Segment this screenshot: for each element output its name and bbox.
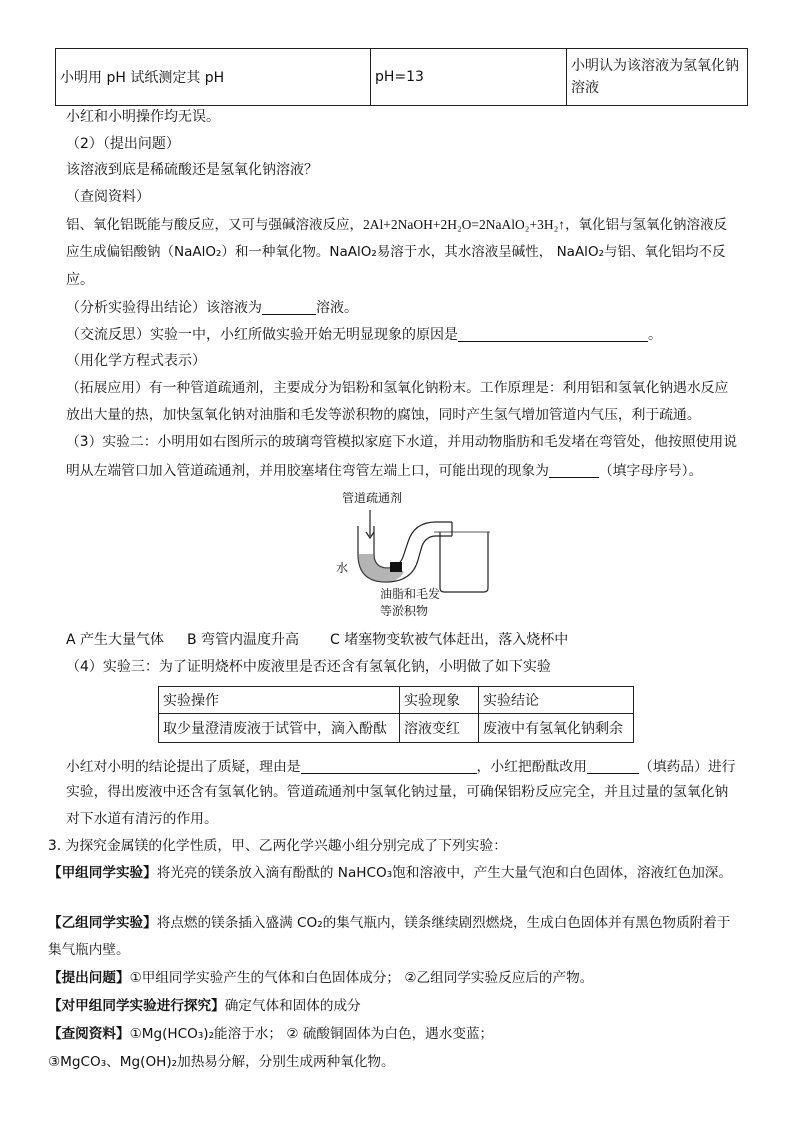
label-water: 水 bbox=[336, 561, 349, 575]
p3-intro: 3. 为探究金属镁的化学性质，甲、乙两化学兴趣小组分别完成了下列实验： bbox=[48, 838, 508, 854]
p3-ref-text: ①Mg(HCO₃)₂能溶于水； ② 硫酸铜固体为白色，遇水变蓝； bbox=[129, 1026, 494, 1042]
consult-line-1 bbox=[66, 218, 727, 233]
p3-ref-line-2: ③MgCO₃、Mg(OH)₂加热易分解，分别生成两种氧化物。 bbox=[48, 1054, 395, 1070]
option-b: B 弯管内温度升高 bbox=[187, 632, 300, 648]
pipe-diagram-svg bbox=[330, 488, 490, 623]
q3-line-2-post: （填字母序号）。 bbox=[598, 463, 703, 479]
reflect-post: 。 bbox=[648, 327, 662, 343]
top-table-cell-operation: 小明用 pH 试纸测定其 pH bbox=[56, 49, 371, 106]
label-clog-2: 等淤积物 bbox=[380, 604, 429, 618]
p3-yi-line bbox=[48, 917, 730, 931]
top-table bbox=[55, 48, 748, 106]
p3-ref-line bbox=[48, 1028, 493, 1042]
analysis-line bbox=[66, 300, 358, 315]
reflect-blank[interactable] bbox=[458, 327, 648, 342]
doubt-blank-reagent[interactable] bbox=[587, 759, 639, 774]
doubt-line-1 bbox=[66, 759, 736, 775]
top-table-conclusion-line-2: 溶液 bbox=[571, 80, 599, 96]
q4-cell-operation: 取少量澄清废液于试管中，滴入酚酞 bbox=[159, 714, 400, 743]
expand-line-1: （拓展应用）有一种管道疏通剂，主要成分为铝粉和氢氧化钠粉末。工作原理是：利用铝和氢氧化钠遇水反应 bbox=[66, 380, 729, 396]
doubt-line-3: 对下水道有清污的作用。 bbox=[66, 811, 218, 827]
equation-note: （用化学方程式表示） bbox=[66, 353, 206, 369]
consult-line-3: 应。 bbox=[66, 272, 94, 288]
q3-line-2-pre: 明从左端管口加入管道疏通剂，并用胶塞堵住弯管左端上口，可能出现的现象为 bbox=[66, 463, 549, 479]
q3-line-1: （3）实验二：小明用如右图所示的玻璃弯管模拟家庭下水道，并用动物脂肪和毛发堵在弯管处，他按照使用说 bbox=[66, 434, 738, 450]
p3-yi-line-2: 集气瓶内壁。 bbox=[48, 942, 130, 958]
analysis-blank[interactable] bbox=[262, 300, 316, 315]
q3-line-2 bbox=[66, 463, 702, 479]
label-clog-1: 油脂和毛发 bbox=[380, 587, 441, 601]
reflect-line bbox=[66, 327, 662, 342]
doubt-text-b: ，小红把酚酞改用 bbox=[476, 759, 587, 775]
q4-header-conclusion: 实验结论 bbox=[479, 687, 634, 714]
p3-explore-text: 确定气体和固体的成分 bbox=[224, 998, 361, 1014]
consult-text-a: 铝、氧化铝既能与酸反应，又可与强碱溶液反应， bbox=[66, 217, 363, 233]
p3-jia-text: 将光亮的镁条放入滴有酚酞的 NaHCO₃饱和溶液中，产生大量气泡和白色固体，溶液红色加深。 bbox=[156, 865, 732, 881]
consult-line-2: 应生成偏铝酸钠（NaAlO₂）和一种氧化物。NaAlO₂易溶于水，其水溶液呈碱性， NaAlO₂与铝、氧化铝均不反 bbox=[66, 244, 726, 260]
consult-text-b: ，氧化铝与氢氧化钠溶液反 bbox=[565, 217, 728, 233]
p3-yi-text: 将点燃的镁条插入盛满 CO₂的集气瓶内，镁条继续剧烈燃烧，生成白色固体并有黑色物质附着于 bbox=[156, 915, 731, 931]
expand-line-2: 放出大量的热，加快氢氧化钠对油脂和毛发等淤积物的腐蚀，同时产生氢气增加管道内气压，利于疏通。 bbox=[66, 407, 701, 423]
option-a: A 产生大量气体 bbox=[66, 632, 165, 648]
p3-yi-tag: 【乙组同学实验】 bbox=[48, 915, 157, 931]
pipe-figure bbox=[330, 488, 490, 623]
p3-question-tag: 【提出问题】 bbox=[48, 970, 130, 986]
doubt-blank-reason[interactable] bbox=[301, 759, 477, 774]
top-table-cell-conclusion bbox=[567, 49, 748, 106]
q4-table bbox=[158, 686, 634, 743]
top-table-cell-phenomenon: pH=13 bbox=[371, 49, 567, 106]
consult-label: （查阅资料） bbox=[66, 189, 150, 205]
q4-cell-phenomenon: 溶液变红 bbox=[400, 714, 479, 743]
q2-question: 该溶液到底是稀硫酸还是氢氧化钠溶液？ bbox=[66, 162, 318, 178]
q4-header-phenomenon: 实验现象 bbox=[400, 687, 479, 714]
option-c: C 堵塞物变软被气体赶出，落入烧杯中 bbox=[330, 632, 569, 648]
label-pipe-agent: 管道疏通剂 bbox=[342, 491, 403, 505]
p3-jia-tag: 【甲组同学实验】 bbox=[48, 865, 157, 881]
q2-label: （2）（提出问题） bbox=[66, 136, 180, 152]
q4-header-operation: 实验操作 bbox=[159, 687, 400, 714]
p3-jia-line bbox=[48, 867, 732, 881]
reflect-pre: （交流反思）实验一中，小红所做实验开始无明显现象的原因是 bbox=[66, 327, 458, 343]
top-table-conclusion-line-1: 小明认为该溶液为氢氧化钠 bbox=[571, 58, 739, 74]
q3-blank[interactable] bbox=[549, 463, 599, 478]
doubt-line-2: 实验，得出废液中还含有氢氧化钠。管道疏通剂中氢氧化钠过量，可确保铝粉反应完全，并且过量的氢氧化钠 bbox=[66, 784, 729, 800]
q4-cell-conclusion: 废液中有氢氧化钠剩余 bbox=[479, 714, 634, 743]
q4-intro: （4）实验三：为了证明烧杯中废液里是否还含有氢氧化钠，小明做了如下实验 bbox=[66, 659, 551, 675]
analysis-post: 溶液。 bbox=[316, 300, 358, 316]
p3-question-text: ①甲组同学实验产生的气体和白色固体成分； ②乙组同学实验反应后的产物。 bbox=[129, 970, 594, 986]
p3-question-line bbox=[48, 972, 593, 986]
consult-equation: 2Al+2NaOH+2H₂O=2NaAlO₂+3H₂↑ bbox=[363, 217, 566, 232]
analysis-pre: （分析实验得出结论）该溶液为 bbox=[66, 300, 262, 316]
doubt-text-c: （填药品）进行 bbox=[638, 759, 736, 775]
p3-ref-tag: 【查阅资料】 bbox=[48, 1026, 130, 1042]
p3-explore-line bbox=[48, 1000, 361, 1014]
operation-ok-line: 小红和小明操作均无误。 bbox=[66, 109, 220, 125]
doubt-text-a: 小红对小明的结论提出了质疑，理由是 bbox=[66, 759, 301, 775]
p3-explore-tag: 【对甲组同学实验进行探究】 bbox=[48, 998, 225, 1014]
